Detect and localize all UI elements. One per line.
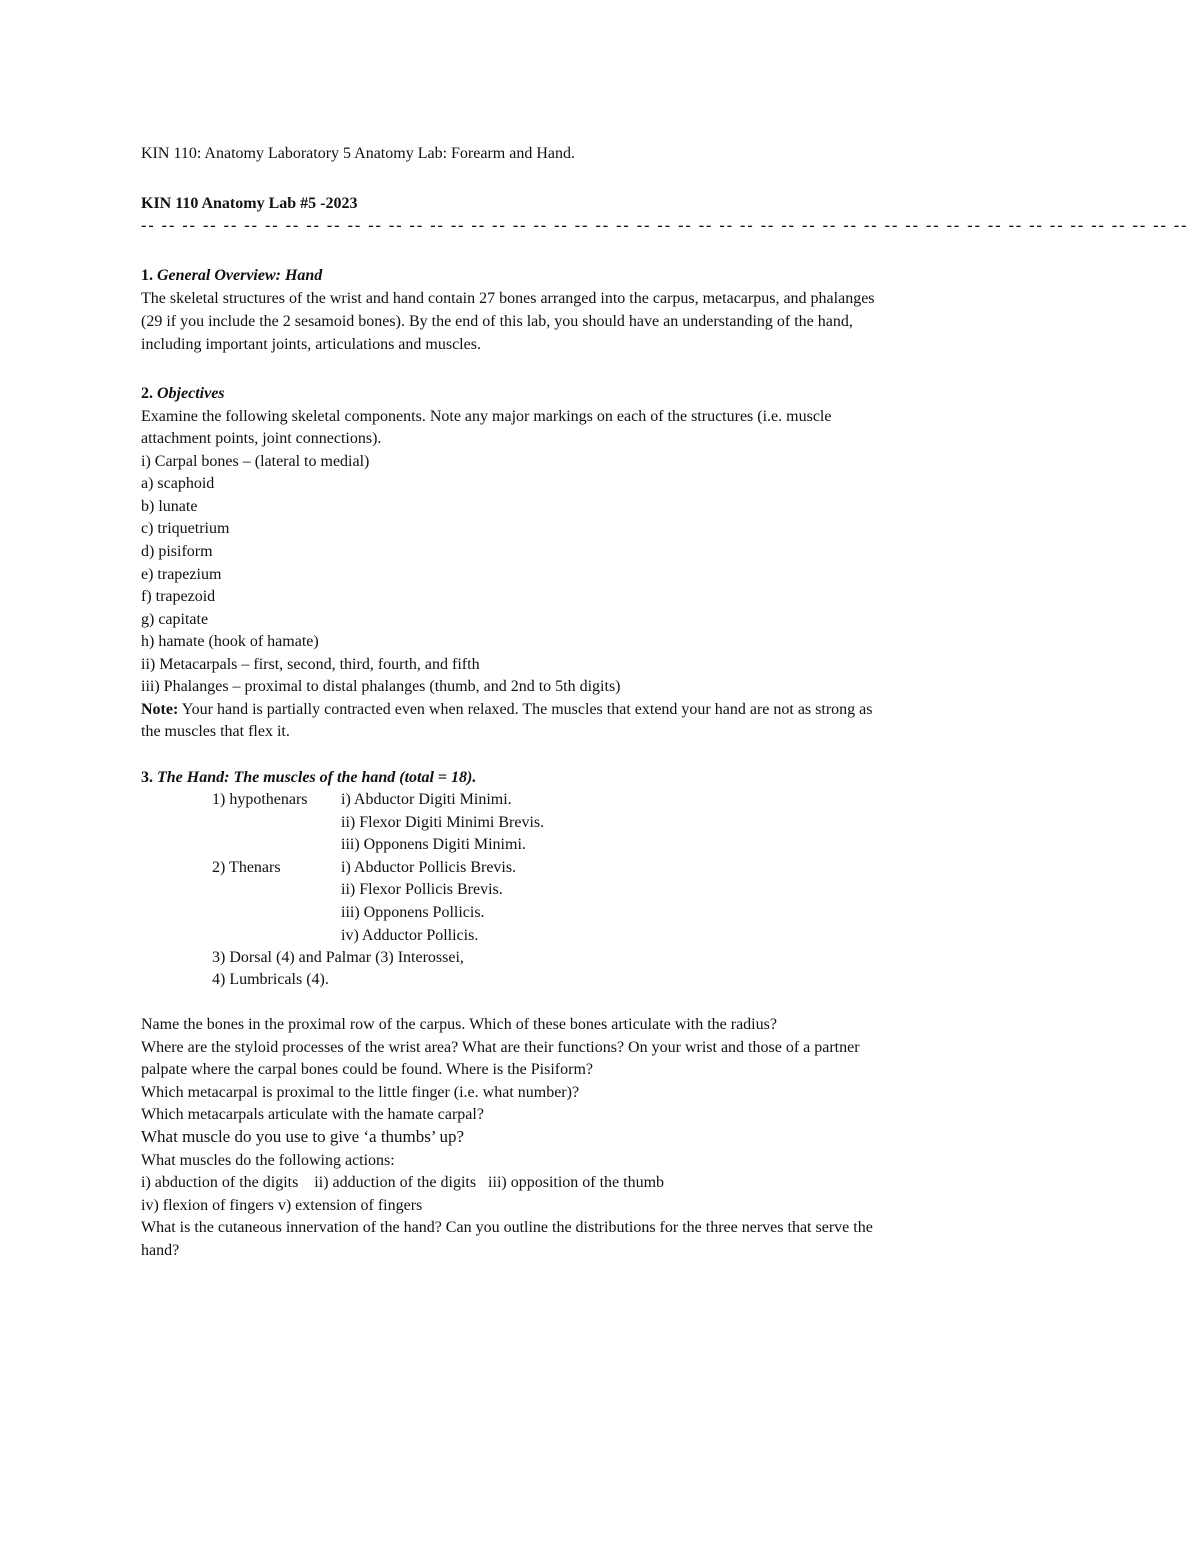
section-1-line: The skeletal structures of the wrist and hand contain 27 bones arranged into the carpus, metacarpus, and phalanges [141,290,875,307]
section-1-line: including important joints, articulations and muscles. [141,336,481,353]
document-header: KIN 110: Anatomy Laboratory 5 Anatomy Lab: Forearm and Hand. [141,145,575,162]
note-continuation: the muscles that flex it. [141,723,290,740]
separator-line: -- -- -- -- -- -- -- -- -- -- -- -- -- -- -- -- -- -- -- -- -- -- -- -- -- -- -- -- -- -- -- -- -- -- -- -- -- -- -- -- -- -- -- -- -- -- -- -- -- -- -- [141,217,1189,234]
carpal-list-item: c) triquetrium [141,520,230,537]
carpal-list-item: d) pisiform [141,543,213,560]
muscle-item: iv) Adductor Pollicis. [341,927,479,944]
question-line: Which metacarpal is proximal to the little finger (i.e. what number)? [141,1084,580,1101]
metacarpals-item: ii) Metacarpals – first, second, third, fourth, and fifth [141,656,480,673]
question-line: i) abduction of the digits ii) adduction of the digits iii) opposition of the thumb [141,1174,665,1191]
question-line: What muscles do the following actions: [141,1152,395,1169]
carpal-list-item: g) capitate [141,611,209,628]
question-line: What is the cutaneous innervation of the hand? Can you outline the distributions for the three nerves that serve the [141,1219,873,1236]
muscle-group-label: 3) Dorsal (4) and Palmar (3) Interossei, [212,949,464,966]
question-line: hand? [141,1242,180,1259]
question-line: Name the bones in the proximal row of the carpus. Which of these bones articulate with the radius? [141,1016,777,1033]
section-1-heading [141,266,322,286]
document-title: KIN 110 Anatomy Lab #5 -2023 [141,195,358,212]
section-2-line: Examine the following skeletal components. Note any major markings on each of the structures (i.e. muscle [141,408,832,425]
section-2-heading [141,384,225,404]
muscle-item: ii) Flexor Digiti Minimi Brevis. [341,814,545,831]
section-2-title: Objectives [157,385,225,402]
question-line: What muscle do you use to give ‘a thumbs’ up? [141,1127,465,1146]
muscle-item: iii) Opponens Pollicis. [341,904,485,921]
carpal-list-item: a) scaphoid [141,475,215,492]
question-line: iv) flexion of fingers v) extension of fingers [141,1197,423,1214]
muscle-item: ii) Flexor Pollicis Brevis. [341,881,503,898]
carpal-list-item: h) hamate (hook of hamate) [141,633,319,650]
section-2-line: attachment points, joint connections). [141,430,382,447]
muscle-group-label: 2) Thenars [212,859,281,876]
note-line [141,700,872,720]
section-3-number: 3. [141,769,153,786]
note-label: Note: [141,701,179,718]
section-1-number: 1. [141,267,153,284]
muscle-group-label: 1) hypothenars [212,791,308,808]
muscle-item: iii) Opponens Digiti Minimi. [341,836,526,853]
phalanges-item: iii) Phalanges – proximal to distal phalanges (thumb, and 2nd to 5th digits) [141,678,621,695]
muscle-item: i) Abductor Digiti Minimi. [341,791,512,808]
carpal-list-item: e) trapezium [141,566,222,583]
carpal-bones-item: i) Carpal bones – (lateral to medial) [141,453,370,470]
section-3-heading [141,768,476,788]
muscle-item: i) Abductor Pollicis Brevis. [341,859,517,876]
carpal-list-item: f) trapezoid [141,588,216,605]
carpal-list-item: b) lunate [141,498,198,515]
muscle-group-label: 4) Lumbricals (4). [212,971,329,988]
section-2-number: 2. [141,385,153,402]
question-line: Which metacarpals articulate with the hamate carpal? [141,1106,484,1123]
section-3-title: The Hand: The muscles of the hand (total = 18). [157,769,477,786]
question-line: palpate where the carpal bones could be found. Where is the Pisiform? [141,1061,593,1078]
section-1-title: General Overview: Hand [157,267,323,284]
section-1-line: (29 if you include the 2 sesamoid bones). By the end of this lab, you should have an understanding of the hand, [141,313,853,330]
note-text: Your hand is partially contracted even when relaxed. The muscles that extend your hand are not as strong as [178,701,873,718]
question-line: Where are the styloid processes of the wrist area? What are their functions? On your wrist and those of a partner [141,1039,860,1056]
